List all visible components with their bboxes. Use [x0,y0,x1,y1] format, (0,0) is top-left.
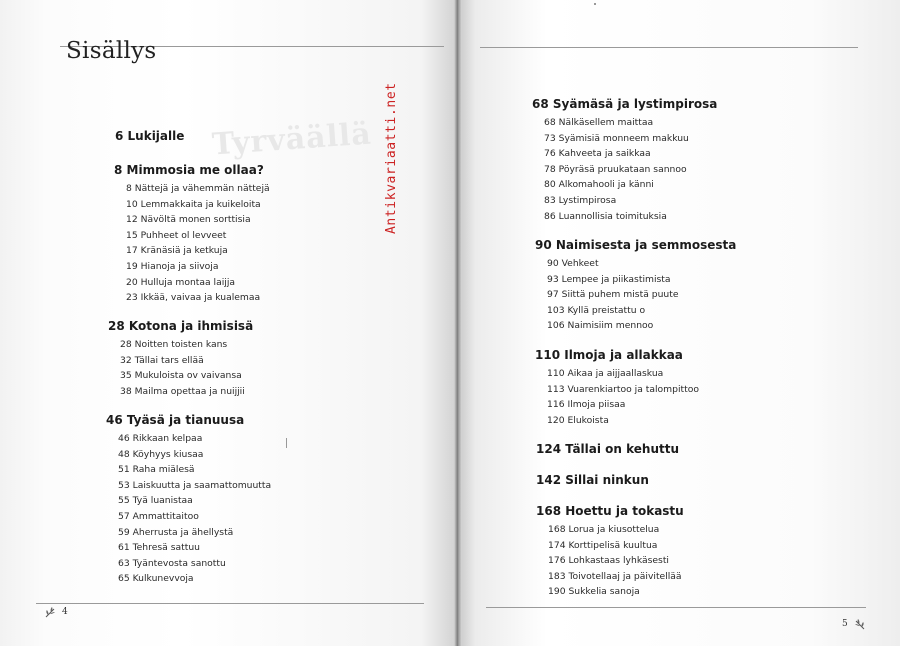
page-number: 4 [62,607,68,617]
toc-entry: 17 Kränäsiä ja ketkuja [126,245,228,257]
toc-entry: 19 Hianoja ja siivoja [126,260,219,272]
toc-entry: 59 Aherrusta ja ähellystä [118,526,234,538]
toc-entry: 68 Nälkäsellem maittaa [544,117,654,128]
toc-entry: 35 Mukuloista ov vaivansa [120,370,242,382]
entry-list [532,115,717,224]
toc-entry: 174 Korttipelisä kuultua [548,539,658,551]
toc-entry: 190 Sukkelia sanoja [548,586,640,598]
toc-entry: 51 Raha miälesä [118,464,195,476]
toc-section [536,442,679,460]
section-title: 110 Ilmoja ja allakkaa [535,348,683,362]
book-gutter [454,0,462,646]
toc-entry: 106 Naimisiim mennoo [547,320,654,332]
sprig-icon [852,618,866,630]
toc-entry: 113 Vuarenkiartoo ja talompittoo [547,383,699,395]
scan-speck [286,438,287,448]
section-title: 8 Mimmosia me ollaa? [114,163,264,177]
entry-list [536,522,684,600]
toc-entry: 10 Lemmakkaita ja kuikeloita [126,198,261,210]
section-title: 142 Sillai ninkun [536,473,649,487]
entry-list [535,366,699,428]
toc-entry: 110 Aikaa ja aijjaallaskua [547,368,664,379]
toc-entry: 8 Nättejä ja vähemmän nättejä [126,183,270,194]
toc-section [114,163,270,306]
toc-section [532,97,717,224]
toc-section [106,413,271,587]
toc-entry: 53 Laiskuutta ja saamattomuutta [118,479,272,491]
page-number: 5 [842,619,848,629]
toc-section [536,473,649,491]
toc-entry: 80 Alkomahooli ja känni [544,179,654,191]
entry-list [108,337,253,399]
page-number-right [842,618,866,630]
toc-entry: 103 Kyllä preistattu o [547,304,646,316]
toc-section [115,129,184,147]
toc-entry: 93 Lempee ja piikastimista [547,273,671,285]
toc-entry: 86 Luannollisia toimituksia [544,210,667,222]
section-title: 168 Hoettu ja tokastu [536,504,684,518]
toc-entry: 20 Hulluja montaa laijja [126,276,236,288]
watermark-text: Antikvariaatti.net [384,82,399,234]
toc-entry: 55 Tyä luanistaa [118,495,193,507]
toc-entry: 73 Syämisiä monneem makkuu [544,132,689,144]
toc-entry: 76 Kahveeta ja saikkaa [544,148,651,160]
toc-entry: 12 Nävöltä monen sorttisia [126,214,251,226]
sprig-icon [44,606,58,618]
toc-entry: 65 Kulkunevvoja [118,573,194,585]
section-title: 68 Syämäsä ja lystimpirosa [532,97,718,111]
toc-section [108,319,253,399]
toc-entry: 83 Lystimpirosa [544,194,617,206]
section-title: 124 Tällai on kehuttu [536,442,680,456]
section-title: 28 Kotona ja ihmisisä [108,319,254,333]
entry-list [114,181,270,306]
top-rule-right [480,47,858,48]
toc-section [535,238,736,334]
section-title: 46 Tyäsä ja tianuusa [106,413,245,427]
toc-entry: 28 Noitten toisten kans [120,339,228,350]
scan-speck [594,3,596,5]
toc-section [536,504,684,600]
entry-list [535,256,736,334]
show-through-text: Tyrväällä [210,116,373,163]
toc-entry: 15 Puhheet ol levveet [126,229,227,241]
toc-entry: 168 Lorua ja kiusottelua [548,524,660,535]
toc-entry: 61 Tehresä sattuu [118,542,200,554]
toc-entry: 38 Mailma opettaa ja nuijjii [120,385,245,397]
toc-entry: 57 Ammattitaitoo [118,510,199,522]
toc-section [535,348,699,428]
toc-entry: 63 Tyäntevosta sanottu [118,557,226,569]
section-title: 6 Lukijalle [115,129,185,143]
toc-entry: 176 Lohkastaas lyhkäsesti [548,555,669,567]
toc-entry: 32 Tällai tars ellää [120,354,204,366]
toc-entry: 46 Rikkaan kelpaa [118,433,203,444]
toc-entry: 23 Ikkää, vaivaa ja kualemaa [126,292,261,304]
page-number-left [44,606,68,618]
section-title: 90 Naimisesta ja semmosesta [535,238,737,252]
entry-list [106,431,271,587]
page-title: Sisällys [66,38,157,64]
toc-entry: 116 Ilmoja piisaa [547,399,626,411]
toc-entry: 97 Siittä puhem mistä puute [547,289,679,301]
toc-entry: 78 Pöyräsä pruukataan sannoo [544,163,687,175]
toc-entry: 120 Elukoista [547,414,609,426]
toc-entry: 183 Toivotellaaj ja päivitellää [548,570,682,582]
toc-entry: 48 Köyhyys kiusaa [118,448,204,460]
bottom-rule-left [36,603,424,604]
bottom-rule-right [486,607,866,608]
toc-entry: 90 Vehkeet [547,258,599,269]
